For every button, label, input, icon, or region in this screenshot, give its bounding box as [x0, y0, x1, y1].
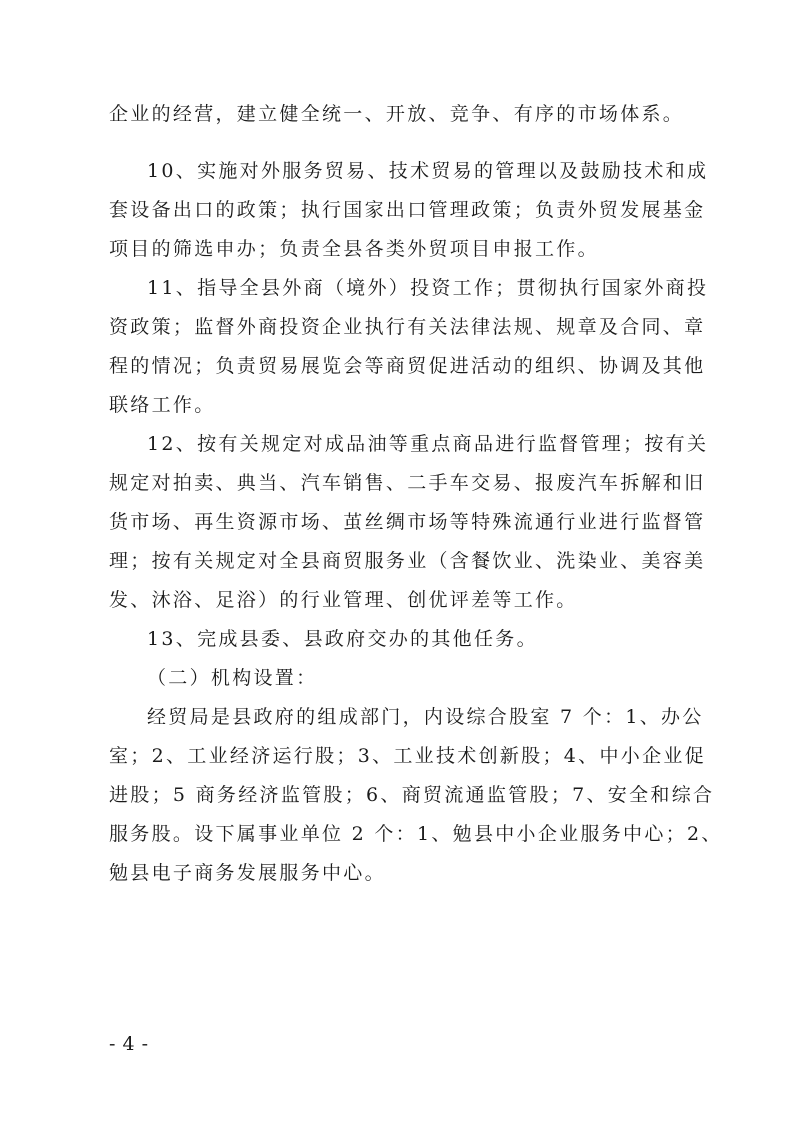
text-line: 项目的筛选申办；负责全县各类外贸项目申报工作。 — [109, 238, 599, 260]
text-line: 11、指导全县外商（境外）投资工作；贯彻执行国家外商投 — [147, 277, 709, 299]
text-line: 理；按有关规定对全县商贸服务业（含餐饮业、洗染业、美容美 — [109, 550, 706, 572]
text-line: 室；2、工业经济运行股；3、工业技术创新股；4、中小企业促 — [109, 745, 706, 767]
text-line: 10、实施对外服务贸易、技术贸易的管理以及鼓励技术和成 — [147, 160, 709, 182]
text-line: 货市场、再生资源市场、茧丝绸市场等特殊流通行业进行监督管 — [109, 511, 706, 533]
text-line: 程的情况；负责贸易展览会等商贸促进活动的组织、协调及其他 — [109, 355, 706, 377]
section-heading: （二）机构设置： — [147, 667, 318, 689]
text-line: 套设备出口的政策；执行国家出口管理政策；负责外贸发展基金 — [109, 199, 706, 221]
text-line: 企业的经营，建立健全统一、开放、竞争、有序的市场体系。 — [109, 103, 685, 125]
text-line: 发、沐浴、足浴）的行业管理、创优评差等工作。 — [109, 589, 578, 611]
text-line: 联络工作。 — [109, 394, 216, 416]
text-line: 勉县电子商务发展服务中心。 — [109, 862, 386, 884]
text-line: 12、按有关规定对成品油等重点商品进行监督管理；按有关 — [147, 433, 709, 455]
page-number: - 4 - — [109, 1033, 149, 1055]
text-line: 经贸局是县政府的组成部门，内设综合股室 7 个：1、办公 — [147, 706, 704, 728]
text-line: 13、完成县委、县政府交办的其他任务。 — [147, 628, 538, 650]
text-line: 进股；5 商务经济监管股；6、商贸流通监管股；7、安全和综合 — [109, 784, 715, 806]
text-line: 服务股。设下属事业单位 2 个：1、勉县中小企业服务中心；2、 — [109, 823, 723, 845]
text-line: 资政策；监督外商投资企业执行有关法律法规、规章及合同、章 — [109, 316, 706, 338]
text-line: 规定对拍卖、典当、汽车销售、二手车交易、报废汽车拆解和旧 — [109, 472, 706, 494]
